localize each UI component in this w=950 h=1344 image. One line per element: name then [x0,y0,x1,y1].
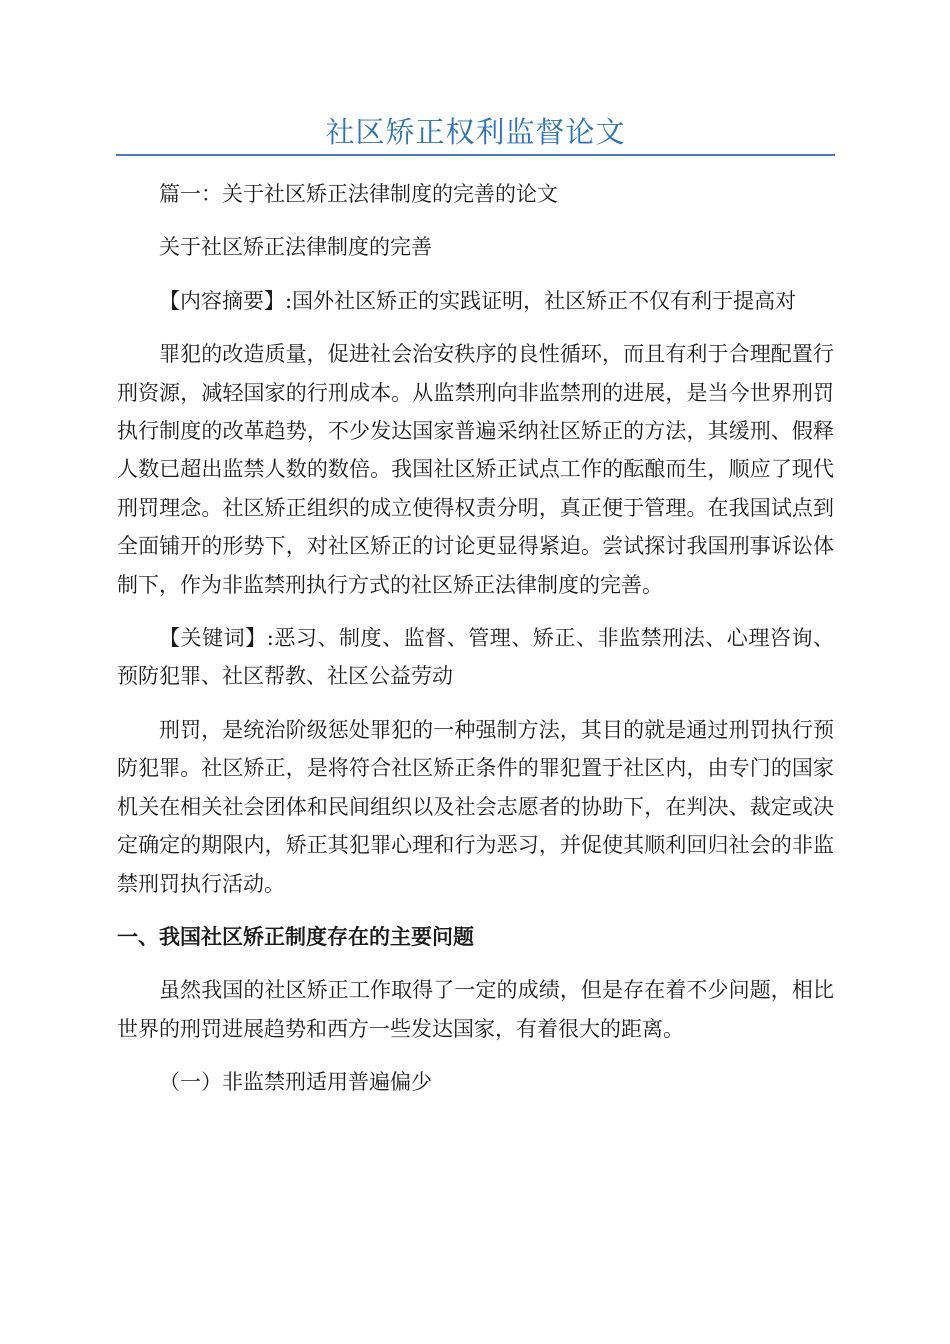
paragraph-subtitle: 关于社区矫正法律制度的完善 [159,235,432,260]
paragraph-article-heading: 篇一：关于社区矫正法律制度的完善的论文 [159,182,558,206]
title-underline [116,154,835,156]
paragraph-subsection-heading: （一）非监禁刑适用普遍偏少 [159,1070,432,1095]
paragraph-definition: 刑罚，是统治阶级惩处罪犯的一种强制方法，其目的就是通过刑罚执行预防犯罪。社区矫正，是将符合社区矫正条件的罪犯置于社区内，由专门的国家机关在相关社会团体和民间组织以及社会志愿者的协助下，在判决、裁定或决定确定的期限内，矫正其犯罪心理和行为恶习，并促使其顺利回归社会的非监禁刑罚执行活动。 [117,717,834,896]
document-title: 社区矫正权利监督论文 [325,115,626,149]
paragraph-abstract-intro: 【内容摘要】:国外社区矫正的实践证明，社区矫正不仅有利于提高对 [159,288,797,313]
section-heading-1: 一、我国社区矫正制度存在的主要问题 [117,924,474,949]
document-body [117,175,834,1117]
paragraph-keywords: 【关键词】:恶习、制度、监督、管理、矫正、非监禁刑法、心理咨询、预防犯罪、社区帮教、社区公益劳动 [117,626,834,689]
paragraph-section-intro: 虽然我国的社区矫正工作取得了一定的成绩，但是存在着不少问题，相比世界的刑罚进展趋势和西方一些发达国家，有着很大的距离。 [117,978,834,1041]
paragraph-abstract-body: 罪犯的改造质量，促进社会治安秩序的良性循环，而且有利于合理配置行刑资源，减轻国家的行刑成本。从监禁刑向非监禁刑的进展，是当今世界刑罚执行制度的改革趋势，不少发达国家普遍采纳社区矫正的方法，其缓刑、假释人数已超出监禁人数的数倍。我国社区矫正试点工作的酝酿而生，顺应了现代刑罚理念。社区矫正组织的成立使得权责分明，真正便于管理。在我国试点到全面铺开的形势下，对社区矫正的讨论更显得紧迫。尝试探讨我国刑事诉讼体制下，作为非监禁刑执行方式的社区矫正法律制度的完善。 [117,342,834,597]
